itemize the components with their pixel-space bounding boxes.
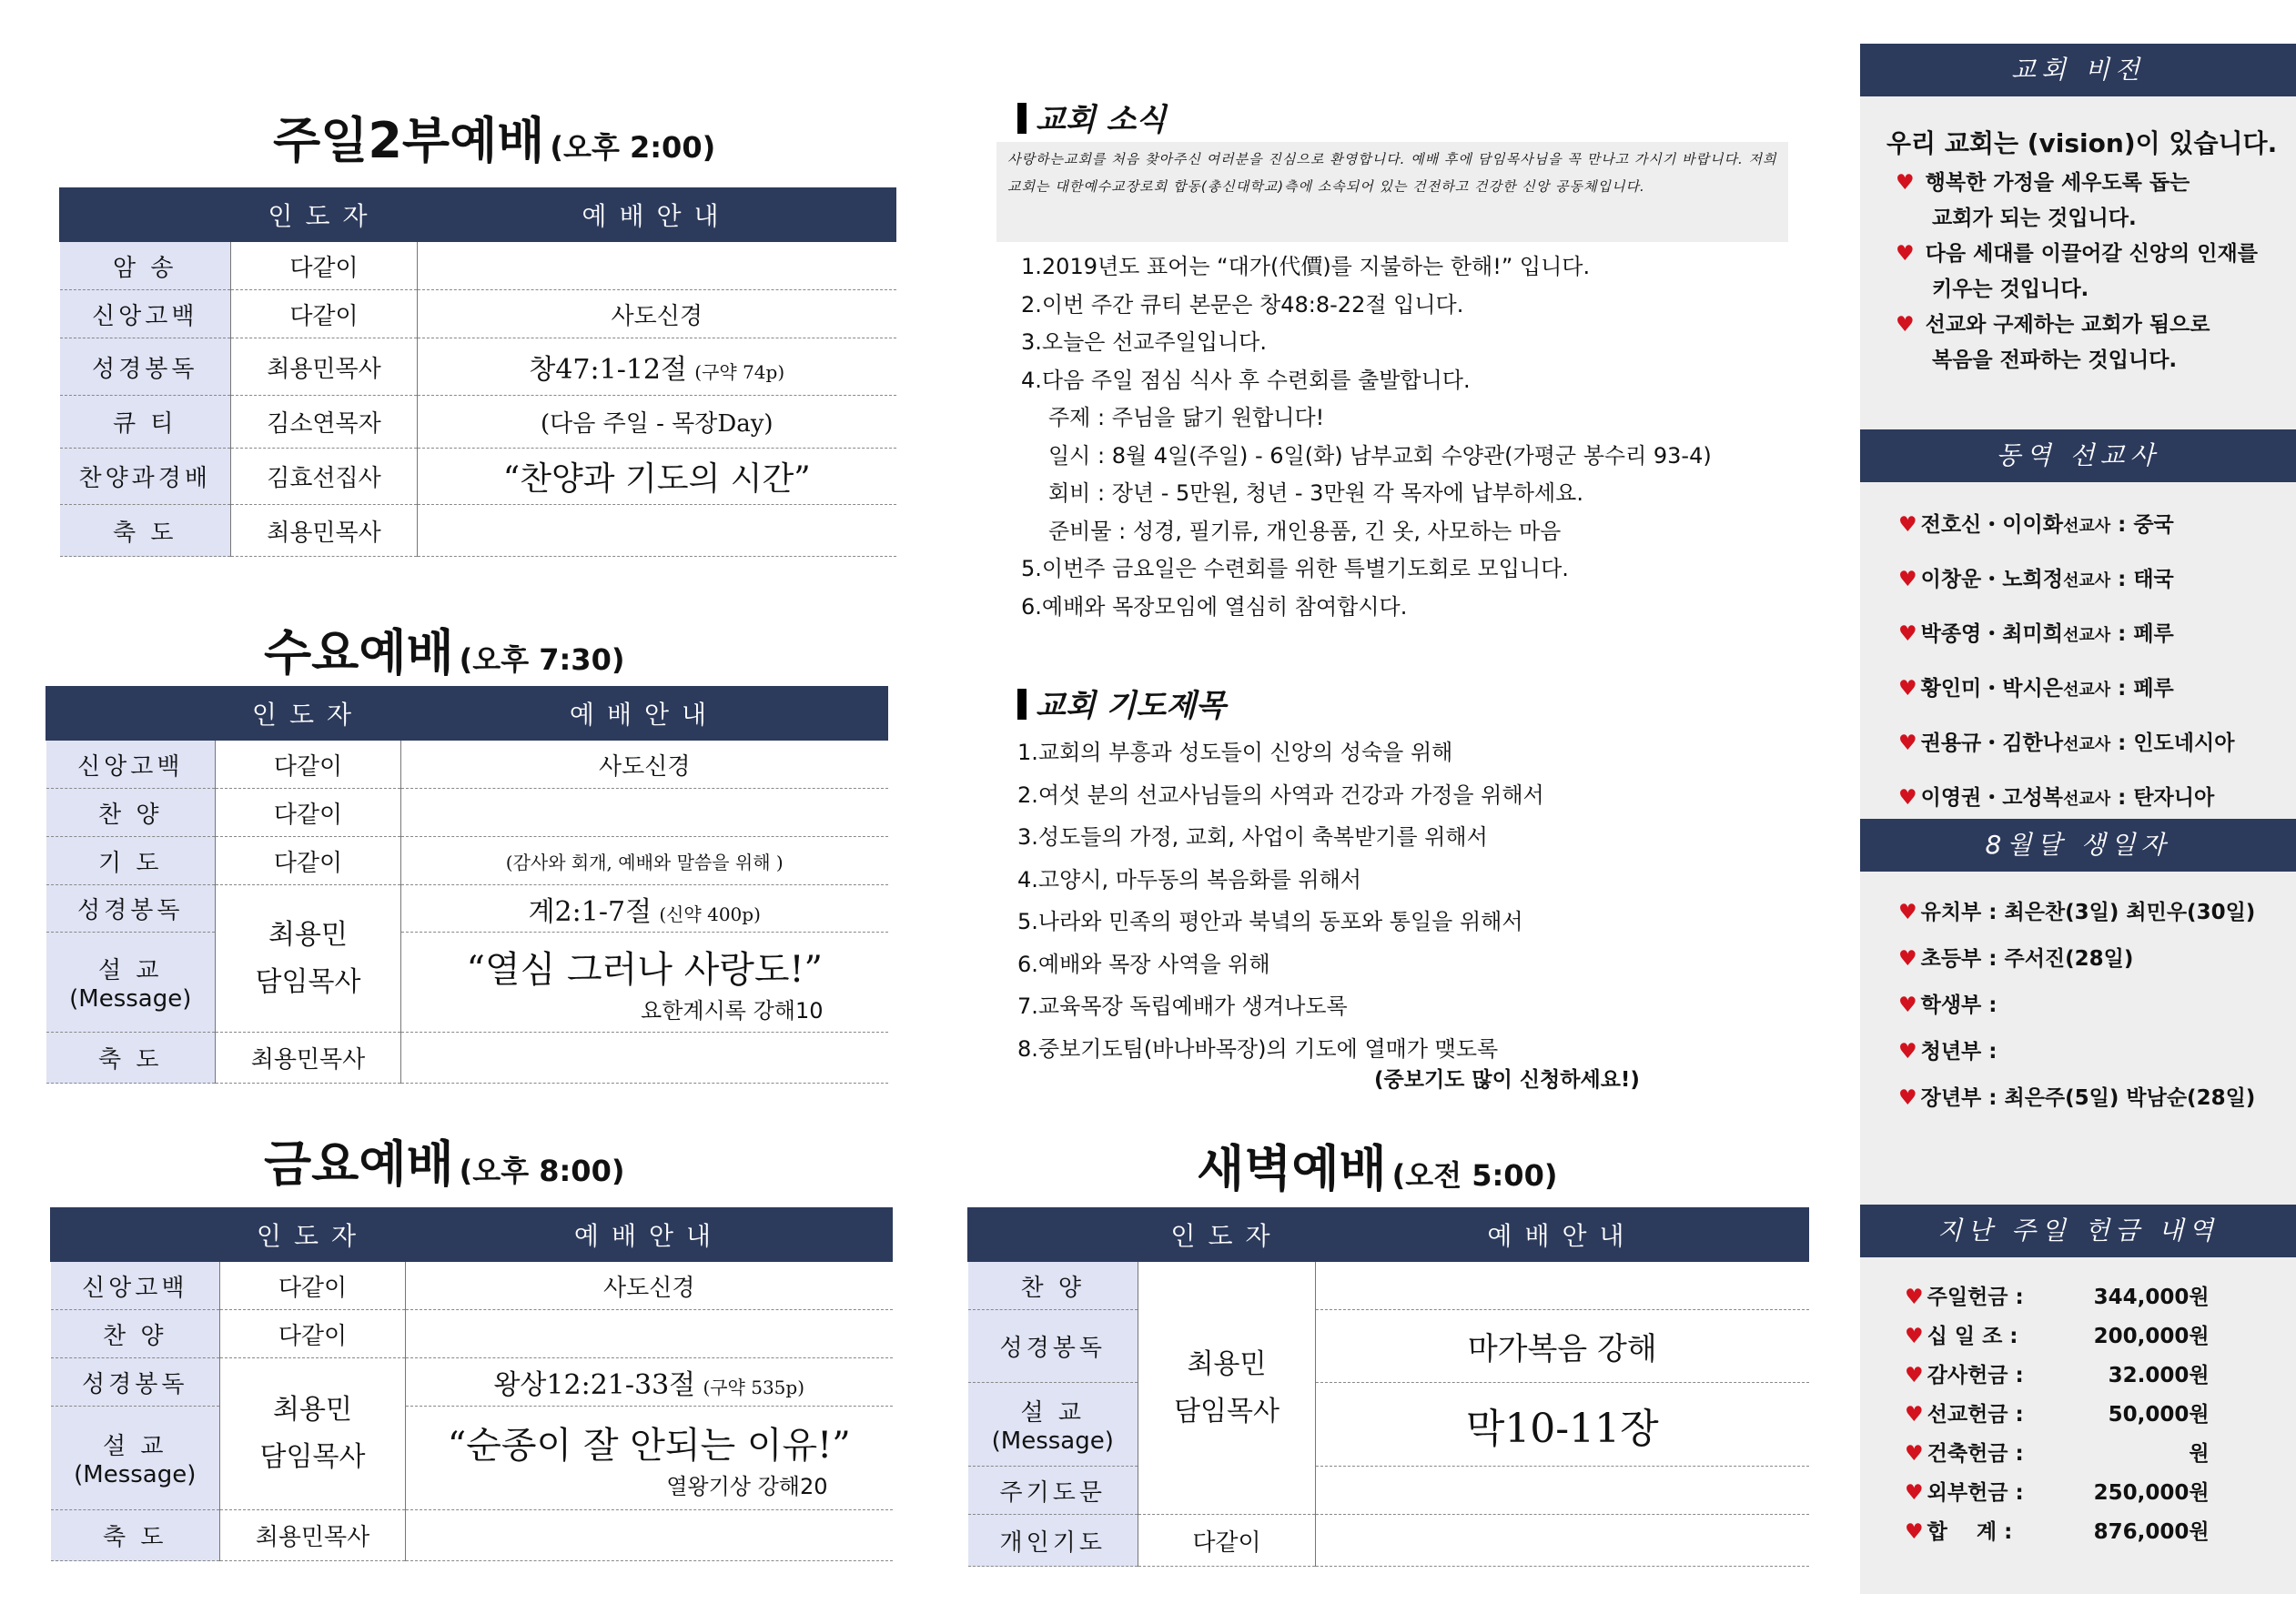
heart-icon: ♥ <box>1896 171 1915 195</box>
table-row: 신앙고백 다같이 사도신경 <box>60 290 896 338</box>
list-item: ♥ 박종영・최미희선교사 : 페루 <box>1898 622 2174 646</box>
wednesday-service-table: 인도자 예배안내 신앙고백 다같이 사도신경 찬 양 다같이 기 도 다같이 (감사와 회개, 예배와 말씀을 위해 ) 성경봉독 최용민 담임목사 계2:1-7절 (신약 400p) 설 교 (Message) “열심 그러나 사랑도!” 요한계시록 강해10 축 도 최용민목사 <box>46 686 888 1084</box>
list-item: ♥ 유치부 : 최은찬(3일) 최민우(30일) <box>1898 901 2256 924</box>
heart-icon: ♥ <box>1898 513 1917 537</box>
table-row: 축 도 최용민목사 <box>60 505 896 557</box>
list-item: ♥ 청년부 : <box>1898 1040 1998 1064</box>
heart-icon: ♥ <box>1896 242 1915 266</box>
table-row: 성경봉독 최용민 담임목사 계2:1-7절 (신약 400p) <box>46 885 888 933</box>
offering-header: 지난 주일 헌금 내역 <box>1860 1205 2296 1257</box>
offering-list <box>1905 1278 2210 1552</box>
heart-icon: ♥ <box>1905 1325 1924 1348</box>
list-item: 7.교육목장 독립예배가 생겨나도록 <box>1017 994 1348 1019</box>
list-item: ♥ 전호신・이이화선교사 : 중국 <box>1898 513 2174 537</box>
list-item: ♥ 건축헌금 : 원 <box>1905 1442 2210 1466</box>
heart-icon: ♥ <box>1898 1040 1917 1064</box>
list-item: 회비 : 장년 - 5만원, 청년 - 3만원 각 목자에 납부하세요. <box>1048 480 1583 506</box>
birthday-header: 8월달 생일자 <box>1860 819 2296 872</box>
table-row: 신앙고백 다같이 사도신경 <box>46 741 888 789</box>
list-item: ♥ 이영권・고성복선교사 : 탄자니아 <box>1898 786 2215 810</box>
table-row: 신앙고백 다같이 사도신경 <box>51 1262 893 1310</box>
list-item: 5.이번주 금요일은 수련회를 위한 특별기도회로 모입니다. <box>1021 556 1569 581</box>
title-sunday-service: 주일2부예배 (오후 2:00) <box>273 112 716 169</box>
dawn-service-table: 인도자 예배안내 찬 양 최용민 담임목사 성경봉독 마가복음 강해 설 교 (Message) 막10-11장 주기도문 개인기도 다같이 <box>967 1207 1809 1567</box>
heart-icon: ♥ <box>1905 1286 1924 1309</box>
list-item: 3.오늘은 선교주일입니다. <box>1021 329 1267 355</box>
table-row: 설 교 (Message) “순종이 잘 안되는 이유!” 열왕기상 강해20 <box>51 1407 893 1510</box>
heart-icon: ♥ <box>1905 1403 1924 1427</box>
table-row: 찬 양 다같이 <box>46 789 888 837</box>
prayer-heading: 교회 기도제목 <box>1017 681 1226 725</box>
welcome-message: 사랑하는교회를 처음 찾아주신 여러분을 진심으로 환영합니다. 예배 후에 담임목사님을 꼭 만나고 가시기 바랍니다. 저희 교회는 대한예수교장로회 합동(총신대학교)측에 소속되어 있는 건전하고 건강한 신앙 공동체입니다. <box>996 142 1788 242</box>
vision-header: 교회 비전 <box>1860 44 2296 96</box>
list-item: 준비물 : 성경, 필기류, 개인용품, 긴 옷, 사모하는 마음 <box>1048 518 1562 544</box>
table-row: 성경봉독 최용민 담임목사 왕상12:21-33절 (구약 535p) <box>51 1358 893 1407</box>
friday-service-table: 인도자 예배안내 신앙고백 다같이 사도신경 찬 양 다같이 성경봉독 최용민 담임목사 왕상12:21-33절 (구약 535p) 설 교 (Message) “순종이 잘 안되는 이유!” 열왕기상 강해20 축 도 최용민목사 <box>50 1207 893 1561</box>
list-item: ♥ 합 계 : 876,000원 <box>1905 1520 2210 1544</box>
heart-icon: ♥ <box>1898 947 1917 971</box>
missionary-list <box>1898 499 2234 826</box>
list-item: ♥ 황인미・박시은선교사 : 페루 <box>1898 677 2174 701</box>
birthday-list <box>1898 890 2255 1122</box>
prayer-note: (중보기도 많이 신청하세요!) <box>1374 1068 1640 1092</box>
title-wednesday-service: 수요예배 (오후 7:30) <box>264 624 625 681</box>
news-heading: 교회 소식 <box>1017 95 1166 139</box>
table-row: 찬 양 다같이 <box>51 1310 893 1358</box>
sunday-service-table: 인도자 예배안내 암 송 다같이 신앙고백 다같이 사도신경 성경봉독 최용민목사 창47:1-12절 (구약 74p) 큐 티 김소연목자 (다음 주일 - 목장Day) 찬양과경배 김효선집사 “찬양과 기도의 시간” 축 도 최용민목사 <box>59 187 896 557</box>
list-item: ♥ 장년부 : 최은주(5일) 박남순(28일) <box>1898 1086 2256 1110</box>
table-row: 축 도 최용민목사 <box>51 1510 893 1561</box>
list-item: ♥ 다음 세대를 이끌어갈 신앙의 인재를 <box>1896 242 2258 266</box>
heart-icon: ♥ <box>1898 731 1917 755</box>
table-row: 성경봉독 최용민목사 창47:1-12절 (구약 74p) <box>60 338 896 396</box>
list-item: ♥ 주일헌금 : 344,000원 <box>1905 1286 2210 1309</box>
heart-icon: ♥ <box>1905 1520 1924 1544</box>
list-item: 1.교회의 부흥과 성도들이 신앙의 성숙을 위해 <box>1017 740 1453 765</box>
prayer-list <box>1017 731 1544 1070</box>
list-item: 3.성도들의 가정, 교회, 사업이 축복받기를 위해서 <box>1017 824 1488 850</box>
heart-icon: ♥ <box>1898 994 1917 1017</box>
heart-icon: ♥ <box>1896 313 1915 337</box>
list-item: 일시 : 8월 4일(주일) - 6일(화) 남부교회 수양관(가평군 봉수리 93-4) <box>1048 442 1712 469</box>
table-row: 기 도 다같이 (감사와 회개, 예배와 말씀을 위해 ) <box>46 837 888 885</box>
title-dawn-service: 새벽예배 (오전 5:00) <box>1197 1140 1558 1197</box>
vision-list: ♥ 행복한 가정을 세우도록 돕는 교회가 되는 것입니다. ♥ 다음 세대를 이끌어갈 신앙의 인재를 키우는 것입니다. ♥ 선교와 구제하는 교회가 됨으로 복음을 전파하는 것입니다. <box>1896 166 2258 378</box>
heart-icon: ♥ <box>1898 568 1917 591</box>
list-item: 4.고양시, 마두동의 복음화를 위해서 <box>1017 866 1361 893</box>
list-item: ♥ 학생부 : <box>1898 994 1998 1017</box>
list-item: 8.중보기도팀(바나바목장)의 기도에 열매가 맺도록 <box>1017 1035 1499 1062</box>
list-item: 2.이번 주간 큐티 본문은 창48:8-22절 입니다. <box>1021 291 1464 318</box>
table-row: 주기도문 <box>968 1467 1809 1515</box>
heart-icon: ♥ <box>1898 622 1917 646</box>
list-item: ♥ 선교와 구제하는 교회가 됨으로 <box>1896 313 2210 337</box>
heart-icon: ♥ <box>1898 1086 1917 1110</box>
list-item: 주제 : 주님을 닮기 원합니다! <box>1048 405 1325 430</box>
table-row: 큐 티 김소연목자 (다음 주일 - 목장Day) <box>60 396 896 449</box>
heart-icon: ♥ <box>1905 1481 1924 1505</box>
heart-icon: ♥ <box>1898 677 1917 701</box>
missionary-header: 동역 선교사 <box>1860 429 2296 482</box>
table-row: 설 교 (Message) “열심 그러나 사랑도!” 요한계시록 강해10 <box>46 933 888 1033</box>
news-list <box>1021 248 1712 626</box>
list-item: ♥ 초등부 : 주서진(28일) <box>1898 947 2134 971</box>
list-item: 2.여섯 분의 선교사님들의 사역과 건강과 가정을 위해서 <box>1017 782 1544 808</box>
list-item: ♥ 외부헌금 : 250,000원 <box>1905 1481 2210 1505</box>
table-row: 찬양과경배 김효선집사 “찬양과 기도의 시간” <box>60 449 896 505</box>
table-row: 축 도 최용민목사 <box>46 1033 888 1084</box>
list-item: 6.예배와 목장 사역을 위해 <box>1017 951 1270 977</box>
list-item: 1.2019년도 표어는 “대가(代價)를 지불하는 한해!” 입니다. <box>1021 254 1591 279</box>
list-item: ♥ 이창운・노희정선교사 : 태국 <box>1898 568 2174 591</box>
heart-icon: ♥ <box>1905 1364 1924 1387</box>
list-item: ♥ 십 일 조 : 200,000원 <box>1905 1325 2210 1348</box>
table-row: 개인기도 다같이 <box>968 1515 1809 1567</box>
heart-icon: ♥ <box>1905 1442 1924 1466</box>
table-row: 찬 양 최용민 담임목사 <box>968 1262 1809 1310</box>
list-item: 4.다음 주일 점심 식사 후 수련회를 출발합니다. <box>1021 367 1471 393</box>
heart-icon: ♥ <box>1898 901 1917 924</box>
title-friday-service: 금요예배 (오후 8:00) <box>264 1135 625 1193</box>
list-item: 6.예배와 목장모임에 열심히 참여합시다. <box>1021 593 1408 620</box>
table-row: 설 교 (Message) 막10-11장 <box>968 1383 1809 1467</box>
list-item: ♥ 권용규・김한나선교사 : 인도네시아 <box>1898 731 2235 755</box>
list-item: ♥ 행복한 가정을 세우도록 돕는 <box>1896 171 2190 195</box>
list-item: ♥ 선교헌금 : 50,000원 <box>1905 1403 2210 1427</box>
vision-intro: 우리 교회는 (vision)이 있습니다. <box>1886 128 2278 158</box>
heart-icon: ♥ <box>1898 786 1917 810</box>
list-item: 5.나라와 민족의 평안과 북녘의 동포와 통일을 위해서 <box>1017 909 1523 934</box>
table-row: 암 송 다같이 <box>60 242 896 290</box>
list-item: ♥ 감사헌금 : 32.000원 <box>1905 1364 2210 1387</box>
table-row: 성경봉독 마가복음 강해 <box>968 1310 1809 1383</box>
